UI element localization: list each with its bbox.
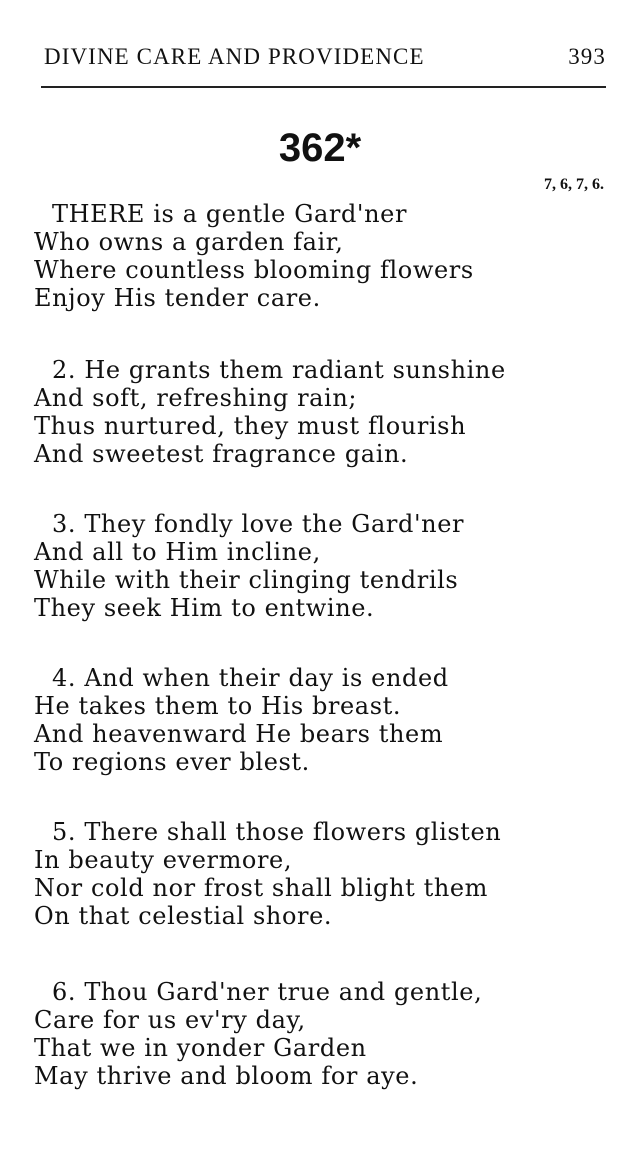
stanza-line: Where countless blooming flowers [34,256,474,284]
stanza-6 [34,978,482,1090]
stanza-line: Care for us ev'ry day, [34,1006,306,1034]
page-number: 393 [568,44,606,69]
stanza-line: 4. And when their day is ended [52,664,449,692]
stanza-line: And heavenward He bears them [34,720,444,748]
stanza-5 [34,818,501,930]
stanza-line: 5. There shall those flowers glisten [52,818,502,846]
stanza-line: And sweetest fragrance gain. [34,440,409,468]
header-divider [41,86,606,88]
stanza-line: In beauty evermore, [34,846,293,874]
stanza-line: THERE is a gentle Gard'ner [52,200,408,228]
hymn-number: 362* [278,126,362,170]
stanza-4 [34,664,449,776]
stanza-1 [34,200,474,312]
section-title: DIVINE CARE AND PROVIDENCE [44,44,425,69]
hymn-meter: 7, 6, 7, 6. [544,176,604,193]
stanza-line: While with their clinging tendrils [34,566,459,594]
stanza-line: Who owns a garden fair, [34,228,344,256]
stanza-line: And soft, refreshing rain; [34,384,358,412]
stanza-line: 2. He grants them radiant sunshine [52,356,506,384]
stanza-line: Thus nurtured, they must flourish [34,412,467,440]
running-header [44,44,606,70]
stanza-line: That we in yonder Garden [34,1034,367,1062]
stanza-line: And all to Him incline, [34,538,321,566]
stanza-line: On that celestial shore. [34,902,333,930]
stanza-line: May thrive and bloom for aye. [34,1062,419,1090]
stanza-line: He takes them to His breast. [34,692,402,720]
stanza-line: 3. They fondly love the Gard'ner [52,510,465,538]
stanza-line: Enjoy His tender care. [34,284,321,312]
stanza-3 [34,510,464,622]
stanza-line: 6. Thou Gard'ner true and gentle, [52,978,483,1006]
stanza-line: Nor cold nor frost shall blight them [34,874,489,902]
stanza-2 [34,356,506,468]
stanza-line: They seek Him to entwine. [34,594,375,622]
stanza-line: To regions ever blest. [34,748,310,776]
